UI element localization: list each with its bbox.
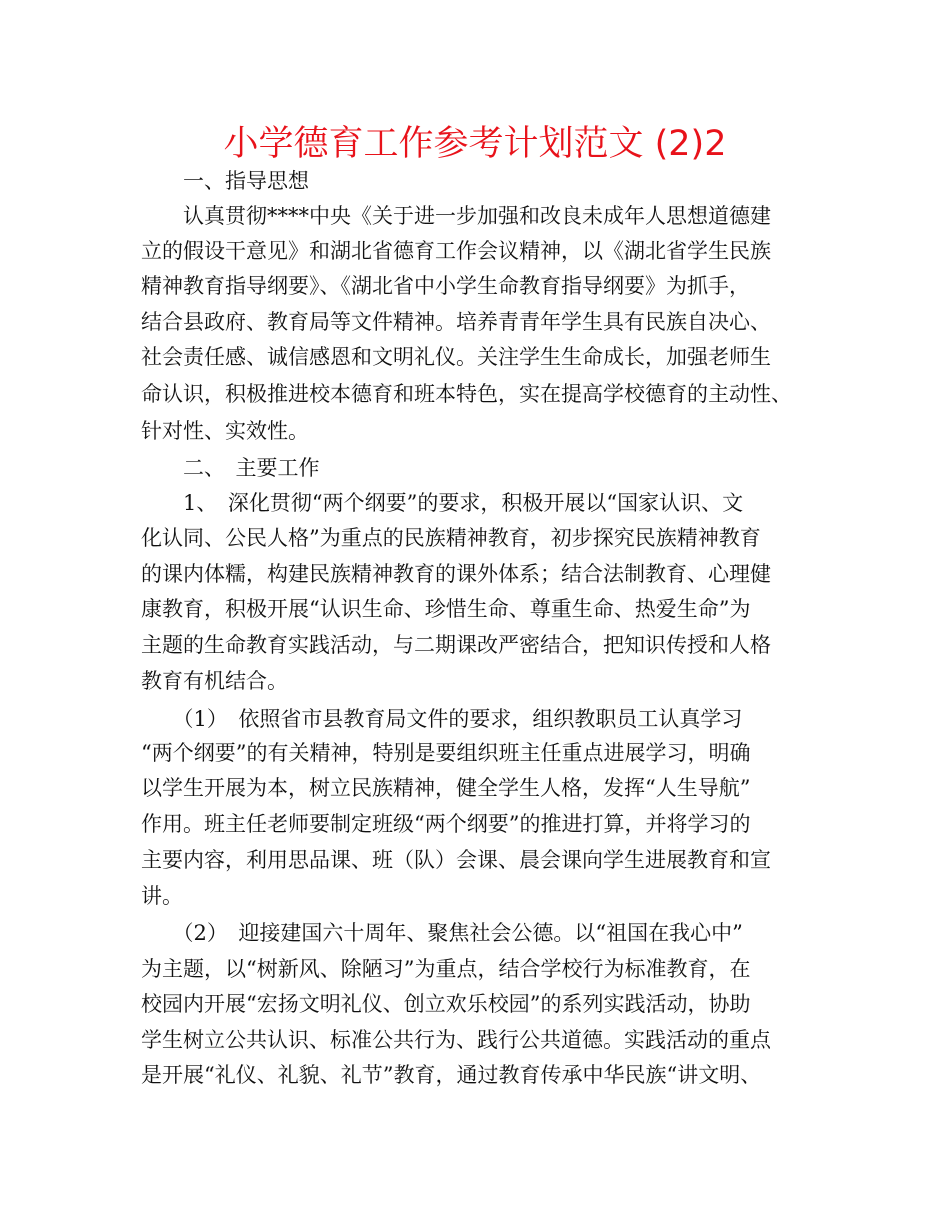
paragraph-line: 康教育，积极开展“认识生命、珍惜生命、尊重生命、热爱生命”为 (141, 597, 751, 621)
paragraph-line: 是开展“礼仪、礼貌、礼节”教育，通过教育传承中华民族“讲文明、 (141, 1063, 762, 1087)
paragraph-line: 精神教育指导纲要》、《湖北省中小学生命教育指导纲要》为抓手， (141, 274, 750, 298)
paragraph-line: （2） 迎接建国六十周年、聚焦社会公德。以“祖国在我心中” (141, 921, 743, 945)
paragraph-line: 立的假设干意见》和湖北省德育工作会议精神，以《湖北省学生民族 (141, 239, 771, 263)
paragraph-line: （1） 依照省市县教育局文件的要求，组织教职员工认真学习 (141, 707, 743, 731)
paragraph-line: 主要内容，利用思品课、班（队）会课、晨会课向学生进展教育和宣 (141, 848, 771, 872)
paragraph-line: 教育有机结合。 (141, 669, 288, 693)
paragraph-line: 的课内体糯，构建民族精神教育的课外体系；结合法制教育、心理健 (141, 562, 771, 586)
paragraph-line: 化认同、公民人格”为重点的民族精神教育，初步探究民族精神教育 (141, 526, 761, 550)
paragraph-line: 学生树立公共认识、标准公共行为、践行公共道德。实践活动的重点 (141, 1028, 771, 1052)
paragraph-line: 1、 深化贯彻“两个纲要”的要求，积极开展以“国家认识、文 (141, 491, 744, 515)
paragraph-line: 命认识，积极推进校本德育和班本特色，实在提高学校德育的主动性、 (141, 382, 792, 406)
paragraph-line: 认真贯彻****中央《关于进一步加强和改良未成年人思想道德建 (141, 204, 771, 228)
paragraph-line: 讲。 (141, 884, 183, 908)
paragraph-line: “两个纲要”的有关精神，特别是要组织班主任重点进展学习，明确 (141, 741, 751, 765)
document-title: 小学德育工作参考计划范文 (2)2 (223, 124, 727, 164)
paragraph-line: 以学生开展为本，树立民族精神，健全学生人格，发挥“人生导航” (141, 776, 751, 800)
paragraph-line: 作用。班主任老师要制定班级“两个纲要”的推进打算，并将学习的 (141, 812, 751, 836)
paragraph-line: 为主题，以“树新风、除陋习”为重点，结合学校行为标准教育，在 (141, 957, 751, 981)
paragraph-line: 结合县政府、教育局等文件精神。培养青青年学生具有民族自决心、 (141, 310, 771, 334)
heading-guiding-ideology: 一、指导思想 (141, 169, 309, 193)
paragraph-line: 主题的生命教育实践活动，与二期课改严密结合，把知识传授和人格 (141, 633, 771, 657)
heading-main-work: 二、 主要工作 (141, 456, 320, 480)
paragraph-line: 社会责任感、诚信感恩和文明礼仪。关注学生生命成长，加强老师生 (141, 345, 771, 369)
paragraph-line: 校园内开展“宏扬文明礼仪、创立欢乐校园”的系列实践活动，协助 (141, 992, 751, 1016)
paragraph-line: 针对性、实效性。 (141, 419, 309, 443)
